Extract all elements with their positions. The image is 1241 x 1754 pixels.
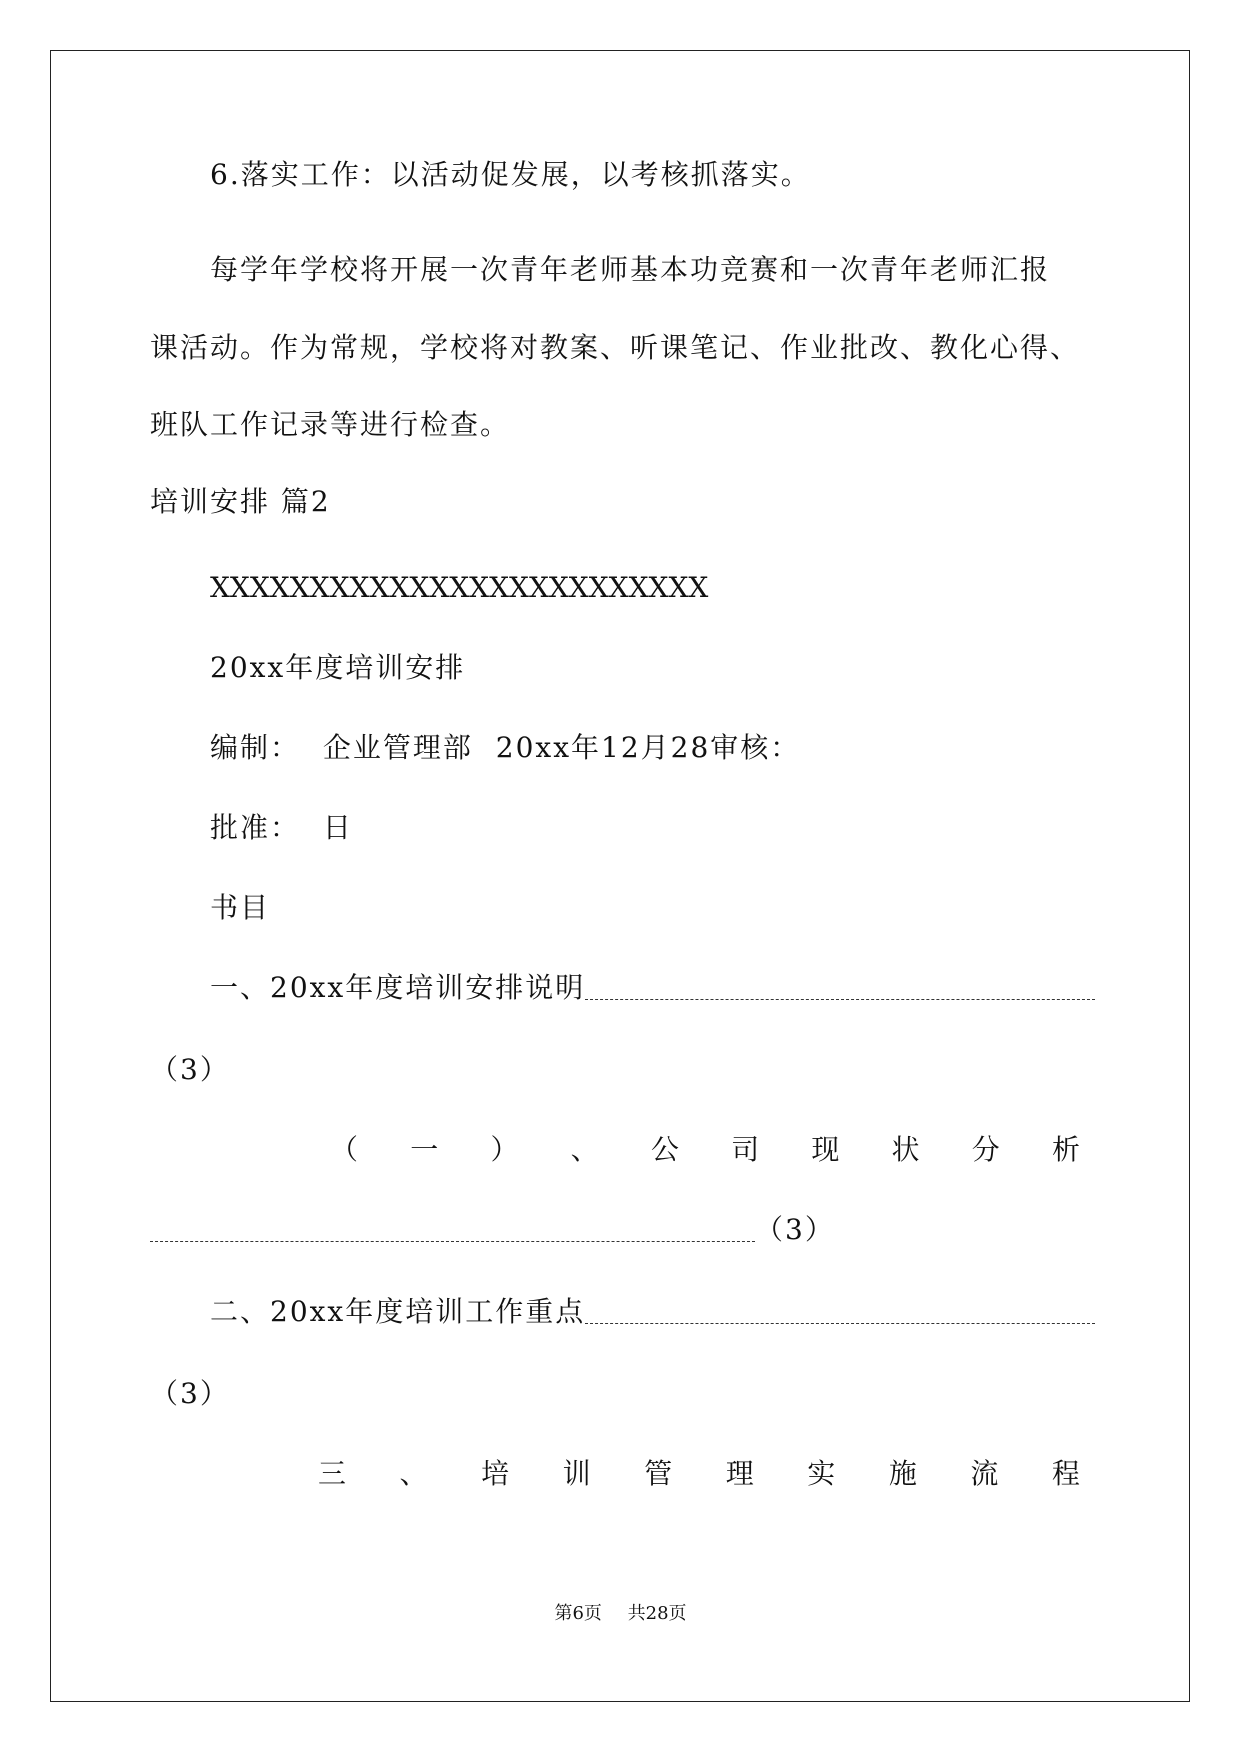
toc-entry-2-char: 分 [971,1133,1000,1166]
toc-entry-2-page: （3） [755,1213,835,1246]
paragraph-line-4: 班队工作记录等进行检查。 [150,408,511,441]
toc-entry-2-char: ） [490,1133,519,1166]
page-total: 共28页 [627,1603,687,1624]
toc-entry-2-char: 司 [731,1133,760,1166]
toc-entry-4-char: 、 [399,1457,428,1490]
paragraph-line-1: 6.落实工作：以活动促发展，以考核抓落实。 [210,158,811,191]
toc-leader-2 [150,1221,755,1242]
toc-entry-4-char: 三 [318,1457,347,1490]
toc-entry-1-page: （3） [150,1053,230,1086]
toc-leader-3 [585,1303,1095,1324]
plan-title: 20xx年度培训安排 [210,651,466,684]
toc-entry-2-char: 析 [1051,1133,1080,1166]
toc-entry-2-char: 状 [891,1133,920,1166]
toc-entry-2 [330,1130,1080,1170]
toc-entry-4-char: 培 [481,1457,510,1490]
toc-entry-4 [318,1454,1080,1494]
toc-entry-3 [210,1292,1095,1332]
toc-entry-4-char: 管 [644,1457,673,1490]
toc-leader-1 [585,979,1095,1000]
toc-entry-2-char: 现 [811,1133,840,1166]
toc-entry-3-title: 二、20xx年度培训工作重点 [210,1295,586,1328]
toc-entry-4-char: 程 [1051,1457,1080,1490]
toc-entry-4-char: 流 [970,1457,999,1490]
toc-entry-4-char: 训 [562,1457,591,1490]
paragraph-line-3: 课活动。作为常规，学校将对教案、听课笔记、作业批改、教化心得、 [150,331,1081,364]
toc-entry-1 [210,968,1095,1008]
approval-line: 批准： 日 [210,811,353,844]
toc-entry-4-char: 理 [725,1457,754,1490]
page-number: 第6页 [554,1603,602,1624]
company-placeholder: XXXXXXXXXXXXXXXXXXXXXXXXX [210,571,709,604]
contents-heading: 书目 [210,891,271,924]
toc-entry-4-char: 实 [807,1457,836,1490]
toc-entry-2-char: 公 [650,1133,679,1166]
section-heading: 培训安排 篇2 [150,485,331,518]
toc-entry-2-char: 、 [570,1133,599,1166]
page-footer [0,1602,1241,1626]
toc-entry-2-char: （ [330,1133,359,1166]
prepared-by-line: 编制： 企业管理部 20xx年12月28审核： [210,731,801,764]
toc-entry-2-leader-line [150,1210,835,1250]
toc-entry-4-char: 施 [888,1457,917,1490]
toc-entry-1-title: 一、20xx年度培训安排说明 [210,971,586,1004]
paragraph-line-2: 每学年学校将开展一次青年老师基本功竞赛和一次青年老师汇报 [210,253,1051,286]
toc-entry-2-char: 一 [410,1133,439,1166]
toc-entry-3-page: （3） [150,1377,230,1410]
